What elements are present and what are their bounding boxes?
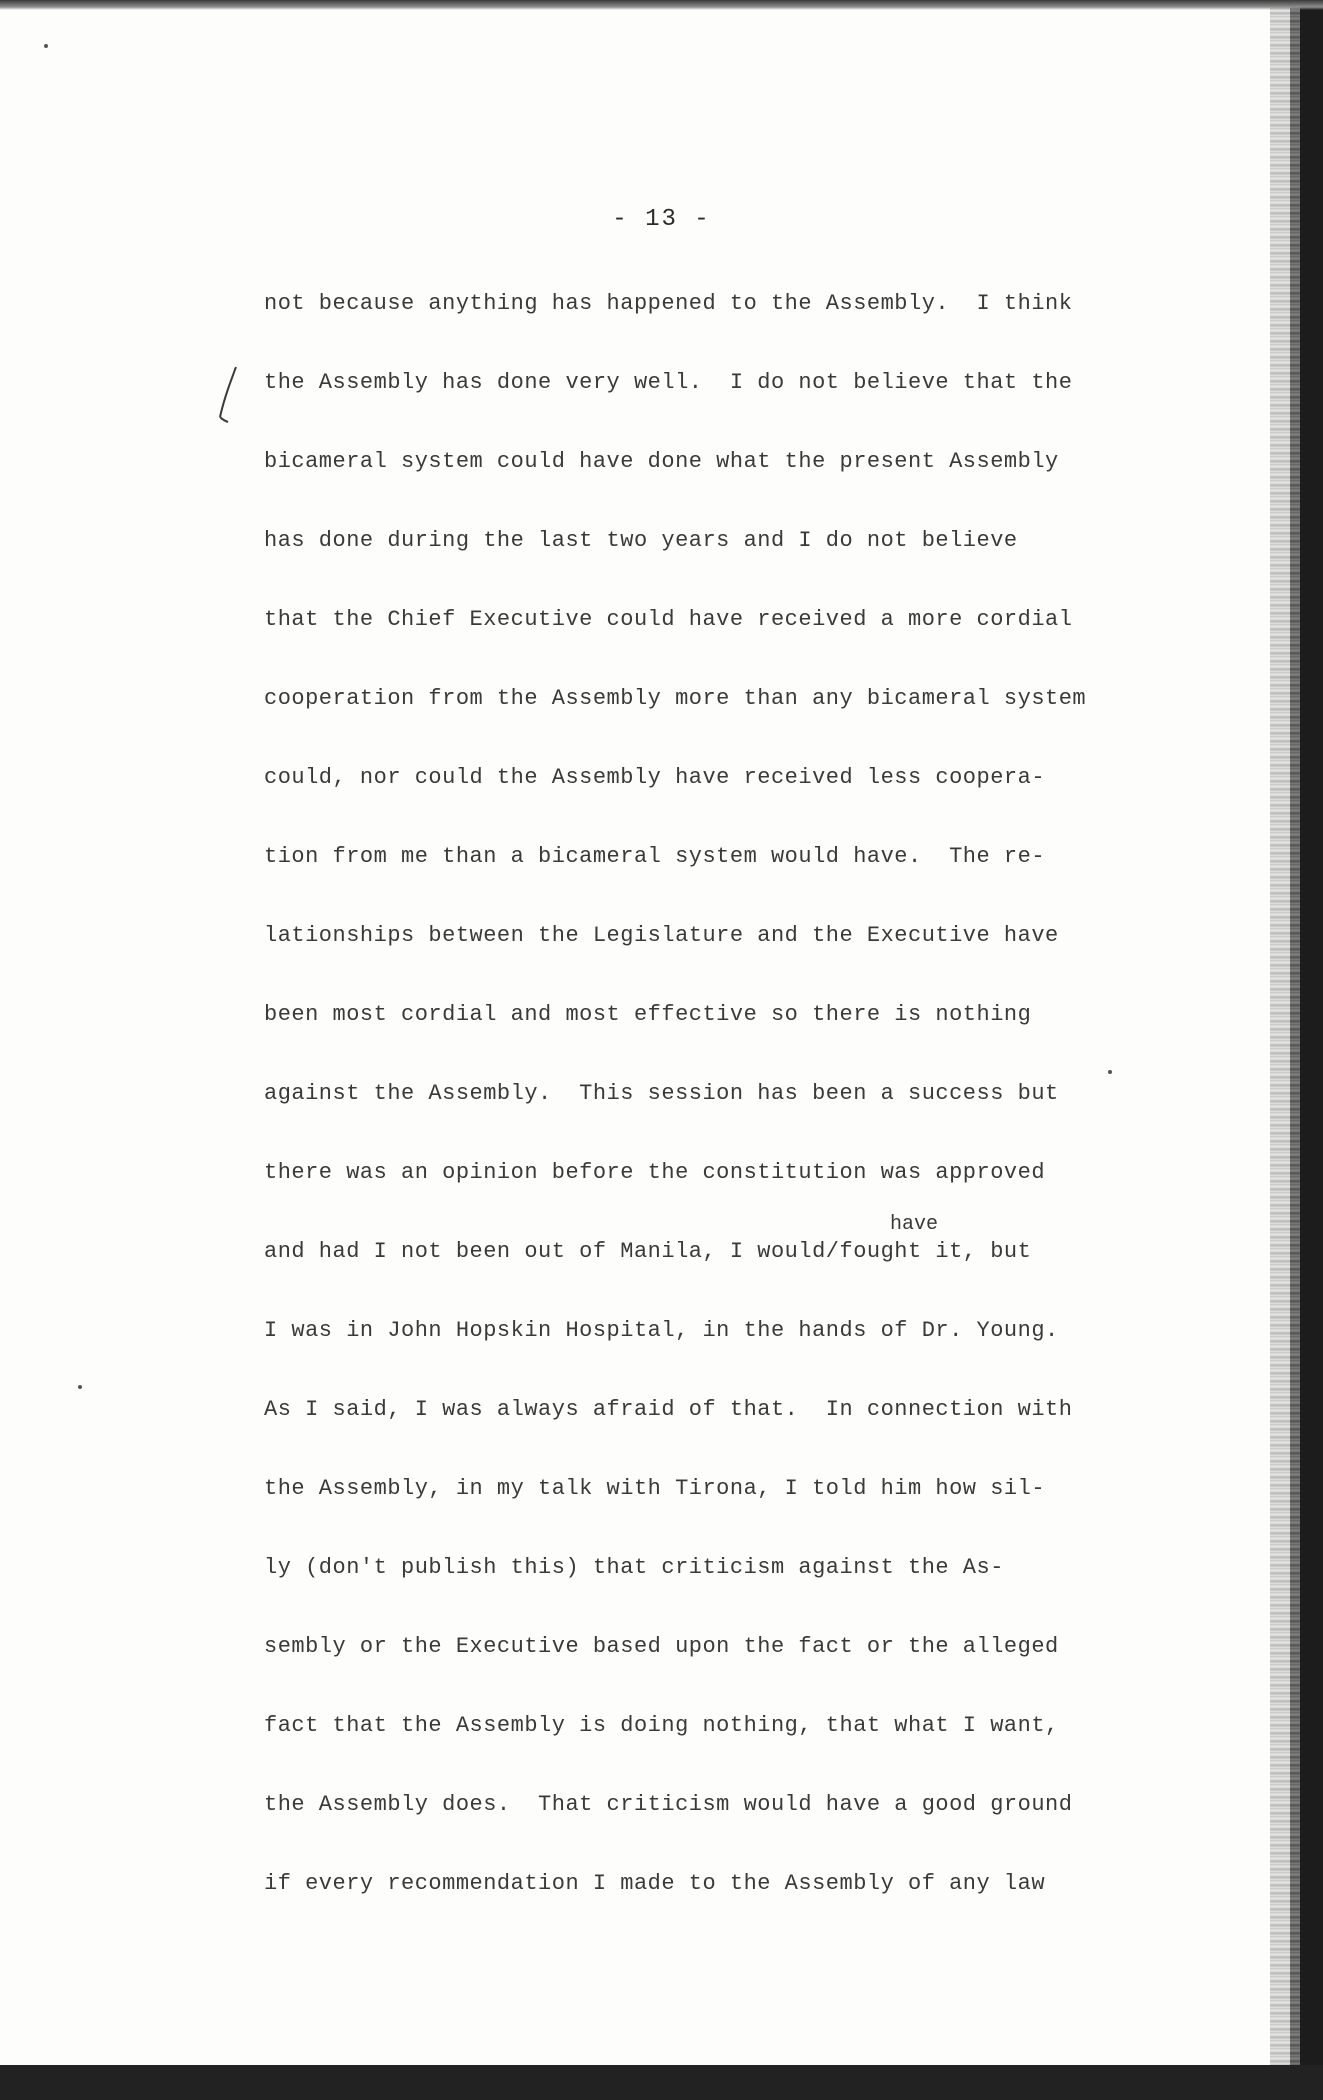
- page-number: - 13 -: [612, 206, 711, 233]
- text-line: cooperation from the Assembly more than any bicameral system: [264, 686, 1087, 711]
- text-line: ly (don't publish this) that criticism against the As-: [264, 1555, 1004, 1580]
- text-line: if every recommendation I made to the Assembly of any law: [264, 1871, 1046, 1896]
- scan-speck: [44, 44, 48, 48]
- text-line: I was in John Hopskin Hospital, in the hands of Dr. Young.: [264, 1318, 1059, 1343]
- scan-border-bottom: [0, 2065, 1323, 2100]
- text-line: there was an opinion before the constitution was approved: [264, 1160, 1046, 1185]
- scan-speck: [1108, 1070, 1112, 1074]
- text-line: sembly or the Executive based upon the fact or the alleged: [264, 1634, 1059, 1659]
- text-line: could, nor could the Assembly have received less coopera-: [264, 765, 1046, 790]
- text-line: has done during the last two years and I do not believe: [264, 528, 1018, 553]
- interlinear-insertion: have: [890, 1213, 939, 1236]
- text-line: and had I not been out of Manila, I would/fought it, but: [264, 1239, 1032, 1264]
- text-line: bicameral system could have done what the present Assembly: [264, 449, 1059, 474]
- text-line: against the Assembly. This session has been a success but: [264, 1081, 1059, 1106]
- scan-speck: [78, 1385, 82, 1389]
- text-line: As I said, I was always afraid of that. In connection with: [264, 1397, 1073, 1422]
- scan-border-top: [0, 0, 1323, 10]
- margin-mark-icon: [216, 365, 256, 425]
- text-line: that the Chief Executive could have received a more cordial: [264, 607, 1073, 632]
- text-line: the Assembly does. That criticism would have a good ground: [264, 1792, 1073, 1817]
- text-line: lationships between the Legislature and the Executive have: [264, 923, 1059, 948]
- text-line: the Assembly, in my talk with Tirona, I told him how sil-: [264, 1476, 1046, 1501]
- text-line: been most cordial and most effective so there is nothing: [264, 1002, 1032, 1027]
- text-line: not because anything has happened to the Assembly. I think: [264, 291, 1073, 316]
- text-line: the Assembly has done very well. I do not believe that the: [264, 370, 1073, 395]
- typed-text-body: [264, 282, 1224, 1941]
- text-line: tion from me than a bicameral system would have. The re-: [264, 844, 1046, 869]
- text-line: fact that the Assembly is doing nothing, that what I want,: [264, 1713, 1059, 1738]
- scan-border-right: [1270, 0, 1300, 2065]
